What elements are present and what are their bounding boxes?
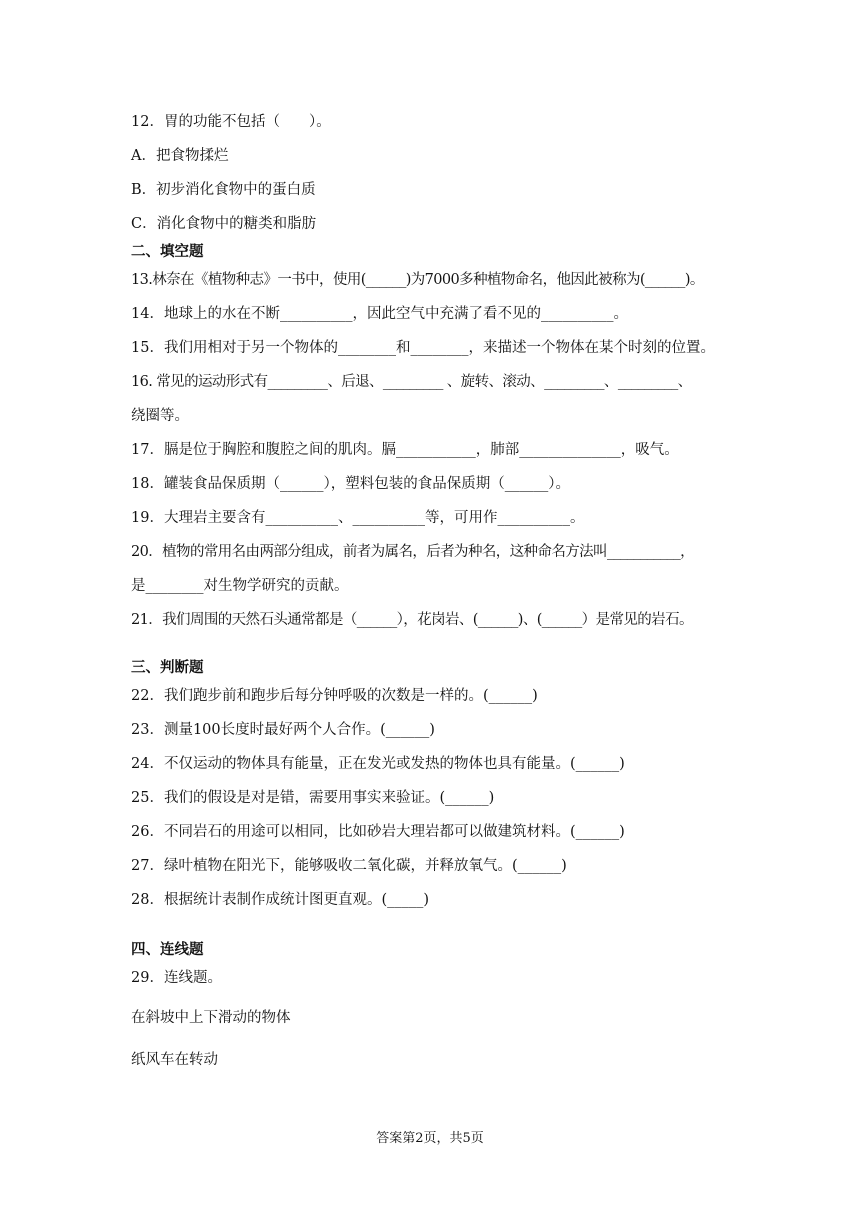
question-25: 25．我们的假设是对是错，需要用事实来验证。(______) xyxy=(131,790,495,806)
question-20-line-1: 20．植物的常用名由两部分组成，前者为属名，后者为种名，这种命名方法叫___________， xyxy=(131,544,694,560)
match-item-2: 纸风车在转动 xyxy=(131,1052,218,1068)
question-16-line-1: 16. 常见的运动形式有_________、后退、_________ 、旋转、滚动、_________、_________、 xyxy=(131,374,692,390)
question-12-option-a: A．把食物揉烂 xyxy=(131,148,229,164)
question-12-option-c: C．消化食物中的糖类和脂肪 xyxy=(131,216,317,232)
question-15: 15．我们用相对于另一个物体的________和________，来描述一个物体在某个时刻的位置。 xyxy=(131,340,715,356)
question-18: 18．罐装食品保质期（______），塑料包装的食品保质期（______）。 xyxy=(131,476,570,492)
section-match-heading: 四、连线题 xyxy=(131,942,204,958)
section-judge-heading: 三、判断题 xyxy=(131,660,204,676)
question-20-line-2: 是________对生物学研究的贡献。 xyxy=(131,578,349,594)
question-16-line-2: 绕圈等。 xyxy=(131,408,189,424)
question-21: 21．我们周围的天然石头通常都是（______），花岗岩、(______)、(______）是常见的岩石。 xyxy=(131,612,693,628)
question-13: 13.林奈在《植物种志》一书中，使用(______)为7000多种植物命名，他因此被称为(______)。 xyxy=(131,272,704,288)
question-12-option-b: B．初步消化食物中的蛋白质 xyxy=(131,182,316,198)
question-26: 26．不同岩石的用途可以相同，比如砂岩大理岩都可以做建筑材料。(______) xyxy=(131,824,625,840)
question-12-stem: 12．胃的功能不包括（ ）。 xyxy=(131,114,331,130)
page-footer: 答案第2页，共5页 xyxy=(376,1131,484,1146)
question-28: 28．根据统计表制作成统计图更直观。(_____) xyxy=(131,892,430,908)
question-23: 23．测量100长度时最好两个人合作。(______) xyxy=(131,722,435,738)
section-fill-heading: 二、填空题 xyxy=(131,244,204,260)
question-17: 17．膈是位于胸腔和腹腔之间的肌肉。膈___________，肺部______________，吸气。 xyxy=(131,442,679,458)
question-24: 24．不仅运动的物体具有能量，正在发光或发热的物体也具有能量。(______) xyxy=(131,756,625,772)
question-29: 29．连线题。 xyxy=(131,970,222,986)
match-item-1: 在斜坡中上下滑动的物体 xyxy=(131,1010,291,1026)
question-22: 22．我们跑步前和跑步后每分钟呼吸的次数是一样的。(______) xyxy=(131,688,538,704)
question-19: 19．大理岩主要含有__________、__________等，可用作__________。 xyxy=(131,510,585,526)
question-27: 27．绿叶植物在阳光下，能够吸收二氧化碳，并释放氧气。(______) xyxy=(131,858,567,874)
question-14: 14．地球上的水在不断__________，因此空气中充满了看不见的__________。 xyxy=(131,306,628,322)
